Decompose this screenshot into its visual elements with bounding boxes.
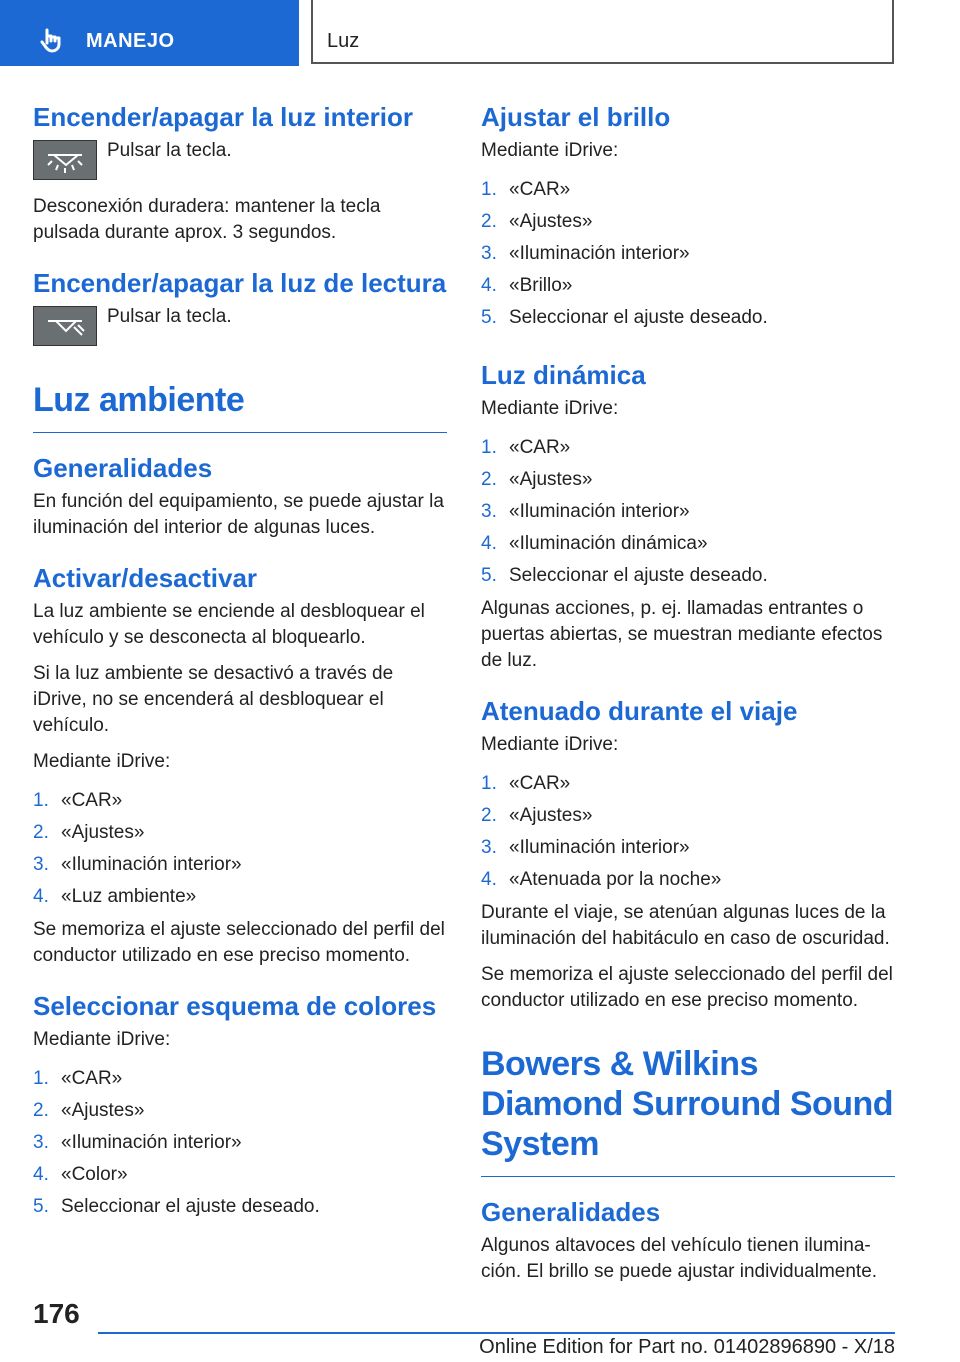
list-item: 2. «Ajustes» (481, 211, 593, 232)
chapter-tab (311, 0, 894, 64)
paragraph: Durante el viaje, se atenúan algunas luces de la iluminación del habitáculo en caso de oscuridad. (481, 902, 890, 949)
list-item: 2. «Ajustes» (481, 805, 593, 826)
heading-interior-light: Encender/apagar la luz interior (33, 102, 413, 132)
paragraph: Mediante iDrive: (481, 734, 619, 755)
paragraph: Mediante iDrive: (33, 751, 171, 772)
list-item: 4. «Color» (33, 1164, 128, 1185)
heading-sound-system: Bowers & Wilkins Diamond Surround Sound System (481, 1045, 894, 1163)
heading-activate: Activar/desactivar (33, 563, 258, 593)
right-column (481, 100, 895, 1295)
list-item: 5. Seleccionar el ajuste deseado. (33, 1196, 320, 1217)
step-list (481, 768, 895, 896)
chapter-title: Luz (327, 30, 360, 52)
section-tab (0, 0, 299, 66)
paragraph: Desconexión duradera: mantener la tecla pulsada durante aprox. 3 segundos. (33, 196, 381, 243)
paragraph: Algunos altavoces del vehículo tienen iluminación. El brillo se puede ajustar individualmente. (481, 1235, 878, 1282)
paragraph: Algunas acciones, p. ej. llamadas entrantes o puertas abiertas, se muestran mediante efectos de luz. (481, 598, 883, 671)
list-item: 5. Seleccionar el ajuste deseado. (481, 565, 768, 586)
list-item: 1. «CAR» (481, 437, 571, 458)
edition-note: Online Edition for Part no. 01402896890 - X/18 (479, 1336, 895, 1358)
list-item: 1. «CAR» (481, 179, 571, 200)
list-item: 4. «Luz ambiente» (33, 886, 197, 907)
step-list (33, 785, 447, 913)
heading-color-scheme: Seleccionar esquema de colores (33, 991, 437, 1021)
step-list (481, 174, 895, 334)
paragraph: La luz ambiente se enciende al desbloquear el vehículo y se desconecta al bloquearlo. (33, 601, 425, 648)
step-list (481, 432, 895, 592)
list-item: 3. «Iluminación interior» (33, 1132, 242, 1153)
key-instruction: Pulsar la tecla. (107, 306, 232, 327)
list-item: 4. «Brillo» (481, 275, 573, 296)
paragraph: Se memoriza el ajuste seleccionado del perfil del conductor utilizado en ese preciso momento. (33, 919, 445, 966)
list-item: 3. «Iluminación interior» (481, 243, 690, 264)
paragraph: Mediante iDrive: (481, 140, 619, 161)
list-item: 4. «Atenuada por la noche» (481, 869, 722, 890)
heading-brightness: Ajustar el brillo (481, 102, 671, 132)
page-number: 176 (33, 1298, 80, 1329)
page-footer (0, 1290, 960, 1362)
list-item: 4. «Iluminación dinámica» (481, 533, 708, 554)
key-row (33, 140, 447, 180)
heading-dynamic-light: Luz dinámica (481, 360, 646, 390)
chapter-heading-wrap (481, 1044, 895, 1177)
reading-light-key-icon (33, 306, 97, 346)
heading-dimming: Atenuado durante el viaje (481, 696, 798, 726)
paragraph: Mediante iDrive: (33, 1029, 171, 1050)
key-row (33, 306, 447, 346)
heading-general: Generalidades (33, 453, 213, 483)
list-item: 2. «Ajustes» (33, 1100, 145, 1121)
paragraph: En función del equipamiento, se puede ajustar la iluminación del interior de algunas luces. (33, 491, 444, 538)
interior-light-key-icon (33, 140, 97, 180)
footer-divider (98, 1332, 895, 1334)
section-title: MANEJO (86, 30, 175, 52)
list-item: 1. «CAR» (481, 773, 571, 794)
page-header (0, 0, 960, 66)
list-item: 3. «Iluminación interior» (33, 854, 242, 875)
heading-reading-light: Encender/apagar la luz de lectura (33, 268, 447, 298)
list-item: 5. Seleccionar el ajuste deseado. (481, 307, 768, 328)
list-item: 1. «CAR» (33, 1068, 123, 1089)
list-item: 2. «Ajustes» (33, 822, 145, 843)
list-item: 3. «Iluminación interior» (481, 501, 690, 522)
heading-general: Generalidades (481, 1197, 661, 1227)
key-instruction: Pulsar la tecla. (107, 140, 232, 161)
hand-icon (40, 28, 66, 54)
chapter-heading-wrap (33, 380, 447, 433)
paragraph: Mediante iDrive: (481, 398, 619, 419)
heading-ambient-light: Luz ambiente (33, 381, 245, 419)
list-item: 2. «Ajustes» (481, 469, 593, 490)
list-item: 1. «CAR» (33, 790, 123, 811)
list-item: 3. «Iluminación interior» (481, 837, 690, 858)
left-column (33, 100, 447, 1227)
paragraph: Si la luz ambiente se desactivó a través de iDrive, no se encenderá al desbloquear el vehículo. (33, 663, 394, 736)
step-list (33, 1063, 447, 1223)
paragraph: Se memoriza el ajuste seleccionado del perfil del conductor utilizado en ese preciso momento. (481, 964, 893, 1011)
